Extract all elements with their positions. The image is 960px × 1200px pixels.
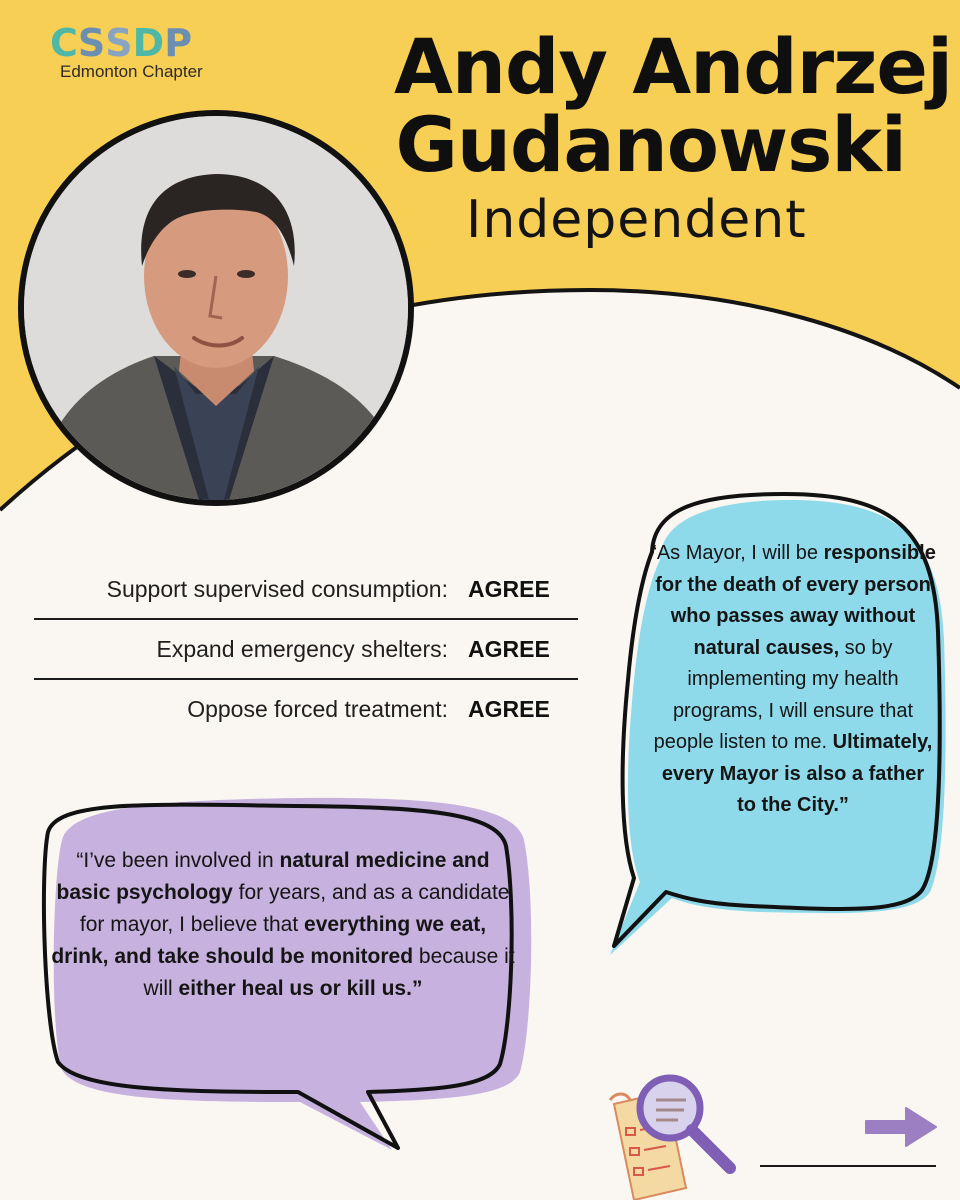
logo-wordmark	[50, 22, 192, 64]
logo-letter: S	[77, 21, 106, 65]
candidate-name	[394, 22, 952, 189]
stance-label: Oppose forced treatment:	[187, 695, 448, 722]
quote-segment-bold: everything we eat, drink, and take should be monitored	[51, 913, 487, 968]
magnifier-document-icon	[606, 1070, 746, 1200]
quote-right	[650, 538, 936, 822]
quote-segment: “I’ve been involved in	[76, 849, 280, 872]
cssdp-logo	[28, 22, 218, 82]
stance-value: AGREE	[468, 635, 550, 662]
stance-value: AGREE	[468, 575, 550, 602]
quote-segment: so by implementing my health programs, I will ensure that people listen to me.	[653, 636, 914, 753]
quote-segment-bold: natural medicine and basic psychology	[56, 849, 490, 904]
quote-segment-bold: responsible for the death of every person who passes away without natural causes,	[655, 542, 936, 659]
stance-label: Support supervised consumption:	[106, 575, 448, 602]
logo-letter: S	[105, 21, 133, 65]
chapter-label: Edmonton Chapter	[60, 62, 203, 81]
candidate-affiliation: Independent	[466, 190, 807, 250]
stance-row	[34, 680, 578, 738]
stance-row	[34, 560, 578, 620]
logo-letter: D	[132, 21, 165, 65]
stance-table	[34, 560, 578, 738]
footer-divider	[760, 1165, 936, 1167]
stance-row	[34, 620, 578, 680]
logo-letter: P	[164, 21, 193, 65]
quote-segment: for years, and as a candidate for mayor, I believe that	[79, 881, 510, 936]
candidate-name-line1: Andy Andrzej	[394, 22, 952, 111]
quote-segment: “As Mayor, I will be	[650, 542, 824, 564]
candidate-portrait	[18, 110, 414, 506]
quote-segment-bold: either heal us or kill us.”	[178, 977, 423, 1000]
portrait-illustration	[24, 116, 408, 500]
stance-value: AGREE	[468, 695, 550, 722]
arrow-right-icon[interactable]	[862, 1104, 942, 1150]
quote-segment: because it will	[143, 945, 515, 1000]
logo-letter: C	[50, 21, 78, 65]
candidate-name-line2: Gudanowski	[395, 100, 906, 189]
quote-left	[50, 845, 516, 1005]
stance-label: Expand emergency shelters:	[156, 635, 448, 662]
quote-segment-bold: Ultimately, every Mayor is also a father to the City.”	[661, 731, 933, 816]
